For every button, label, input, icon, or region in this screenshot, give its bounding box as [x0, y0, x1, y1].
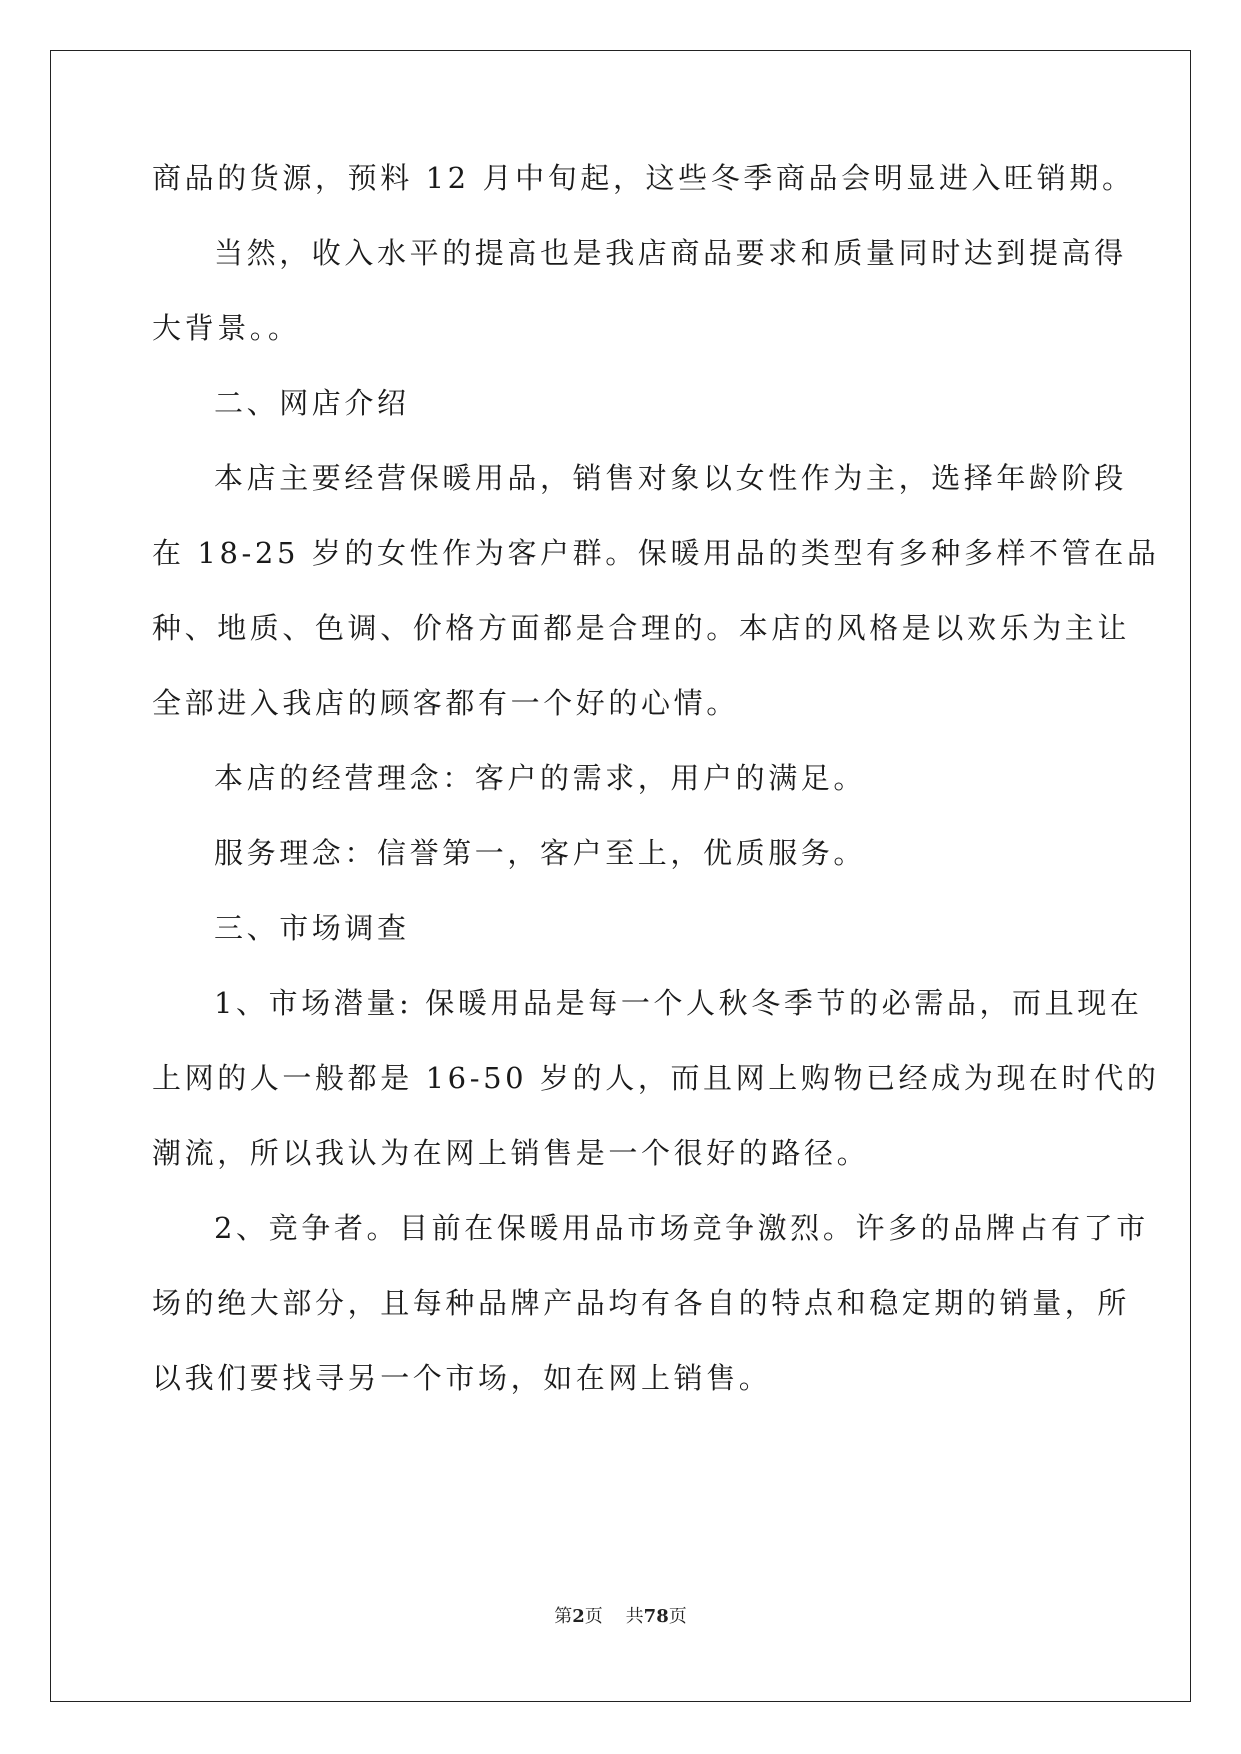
page-prefix: 第	[554, 1606, 573, 1627]
text-line: 商品的货源，预料 12 月中旬起，这些冬季商品会明显进入旺销期。	[152, 161, 1135, 195]
text-line: 场的绝大部分，且每种品牌产品均有各自的特点和稳定期的销量，所	[152, 1286, 1131, 1320]
section-heading: 三、市场调查	[214, 911, 410, 945]
text-line: 大背景。。	[152, 311, 301, 345]
text-line: 以我们要找寻另一个市场，如在网上销售。	[152, 1361, 772, 1395]
text-line: 2、竞争者。目前在保暖用品市场竞争激烈。许多的品牌占有了市	[214, 1211, 1149, 1245]
total-suffix: 页	[668, 1606, 687, 1627]
text-line: 全部进入我店的顾客都有一个好的心情。	[152, 686, 739, 720]
page-number: 2	[572, 1606, 585, 1627]
total-pages: 78	[643, 1606, 669, 1627]
text-line: 本店的经营理念：客户的需求，用户的满足。	[214, 761, 867, 795]
text-line: 当然，收入水平的提高也是我店商品要求和质量同时达到提高得	[214, 236, 1127, 270]
text-line: 本店主要经营保暖用品，销售对象以女性作为主，选择年龄阶段	[214, 461, 1127, 495]
text-line: 1、市场潜量: 保暖用品是每一个人秋冬季节的必需品，而且现在	[214, 986, 1143, 1020]
text-line: 潮流，所以我认为在网上销售是一个很好的路径。	[152, 1136, 870, 1170]
text-line: 服务理念：信誉第一，客户至上，优质服务。	[214, 836, 867, 870]
text-line: 种、地质、色调、价格方面都是合理的。本店的风格是以欢乐为主让	[152, 611, 1131, 645]
section-heading: 二、网店介绍	[214, 386, 410, 420]
total-prefix: 共	[625, 1606, 644, 1627]
page-suffix: 页	[584, 1606, 603, 1627]
text-line: 上网的人一般都是 16-50 岁的人，而且网上购物已经成为现在时代的	[152, 1061, 1160, 1095]
page-footer	[0, 1602, 1241, 1628]
text-line: 在 18-25 岁的女性作为客户群。保暖用品的类型有多种多样不管在品	[152, 536, 1160, 570]
page-border	[50, 50, 1191, 1702]
